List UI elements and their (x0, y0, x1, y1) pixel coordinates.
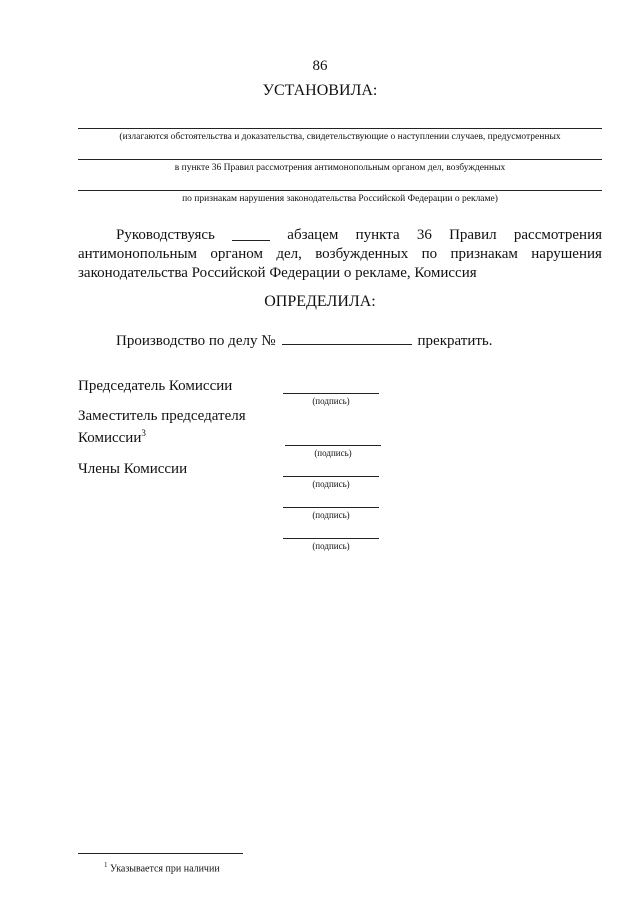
signature-caption: (подпись) (314, 448, 352, 458)
member-signature-line-1[interactable] (283, 476, 379, 477)
footnote-text: Указывается при наличии (110, 863, 220, 875)
deputy-chairman-label (78, 408, 246, 447)
guided-word: возбужденных (315, 246, 409, 262)
guided-word: антимонопольным (78, 246, 198, 262)
signature-caption: (подпись) (312, 510, 350, 520)
footnote (104, 861, 220, 874)
signature-caption: (подпись) (312, 541, 350, 551)
member-signature-line-3[interactable] (283, 538, 379, 539)
fill-in-line[interactable] (78, 159, 602, 160)
chairman-signature-line[interactable] (283, 393, 379, 394)
signature-caption: (подпись) (312, 479, 350, 489)
guided-word: признакам (450, 246, 518, 262)
footnote-mark: 1 (104, 861, 108, 869)
guided-line-3: законодательства Российской Федерации о рекламе, Комиссия (78, 265, 477, 281)
members-label: Члены Комиссии (78, 461, 188, 477)
guided-word: по (421, 246, 438, 262)
deputy-signature-line[interactable] (285, 445, 381, 446)
fill-in-line[interactable] (78, 128, 602, 129)
guided-paragraph (78, 226, 602, 283)
guided-word: дел, (276, 246, 302, 262)
heading-decided: ОПРЕДЕЛИЛА: (264, 293, 376, 310)
chairman-label: Председатель Комиссии (78, 378, 233, 394)
guided-line-2 (78, 245, 602, 264)
deputy-chairman-line-2: Комиссии$^3$ (78, 428, 146, 446)
caption-rules-point: в пункте 36 Правил рассмотрения антимонопольным органом дел, возбужденных (174, 163, 506, 173)
proceeding-line (116, 330, 493, 350)
fill-in-line[interactable] (78, 190, 602, 191)
guided-line-1 (78, 226, 602, 245)
deputy-chairman-line-1: Заместитель председателя (78, 408, 246, 424)
guided-word: рассмотрения (513, 227, 602, 243)
guided-word: Правил (449, 227, 497, 243)
guided-word: Руководствуясь (116, 227, 215, 243)
page-number: 86 (312, 58, 328, 74)
proceeding-suffix: прекратить. (417, 333, 493, 349)
guided-word: абзацем (287, 227, 339, 243)
paragraph-number-blank[interactable] (232, 226, 270, 241)
proceeding-prefix: Производство по делу № (116, 333, 276, 349)
guided-word: 36 (416, 227, 432, 243)
guided-word: пункта (355, 227, 400, 243)
heading-established: УСТАНОВИЛА: (262, 82, 378, 99)
guided-word: нарушения (531, 246, 602, 262)
footnote-mark: 3 (141, 428, 146, 438)
guided-word: органом (210, 246, 263, 262)
caption-advertising-law: по признакам нарушения законодательства Российской Федерации о рекламе) (182, 194, 498, 204)
member-signature-line-2[interactable] (283, 507, 379, 508)
case-number-blank[interactable] (282, 330, 412, 345)
signature-caption: (подпись) (312, 396, 350, 406)
caption-circumstances: (излагаются обстоятельства и доказательства, свидетельствующие о наступлении случаев, предусмотренных (119, 132, 561, 142)
footnote-rule (78, 853, 243, 854)
